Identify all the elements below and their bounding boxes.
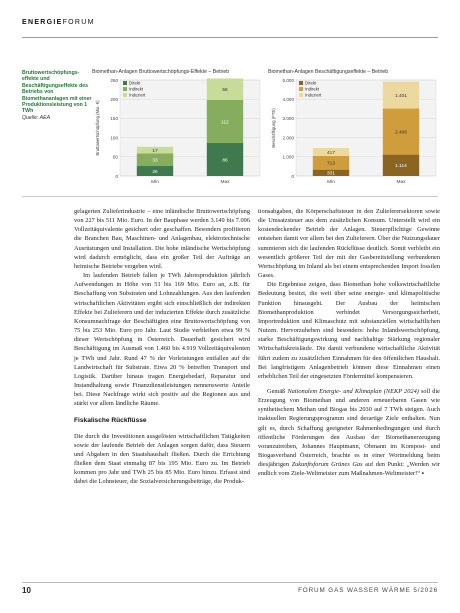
- data-label: 86: [222, 158, 228, 164]
- data-label: 331: [326, 171, 336, 177]
- footer-rule: [22, 582, 438, 583]
- caption-text: Bruttowertschöpfungs-effekte und Beschäftigungseffekte des Betriebs von Biomethananlagen mit einer Produktionsleistung von 1 TWh: [22, 70, 92, 115]
- chart-title: Biomethan-Anlagen Beschäftigungseffekte – Betrieb: [268, 69, 389, 75]
- data-label: 112: [221, 120, 229, 126]
- y-tick-label: 100: [110, 135, 118, 141]
- section-divider: [22, 196, 438, 197]
- data-label: 417: [326, 150, 336, 156]
- figure-caption: [22, 70, 92, 121]
- y-tick-label: 3.000: [282, 116, 294, 122]
- legend-label: Indirekt: [305, 86, 320, 92]
- data-label: 2.406: [394, 130, 408, 136]
- paragraph: Die Ergebnisse zeigen, dass Biomethan hohe volkswirtschaftliche Bedeutung besitzt, die weit über seine energie- und klimapolitische Funktion hinausgeht. Der Ausbau der heimischen Biomethanproduktion verbindet Versorgungssicherheit, Importreduktion und Klimaschutz mit substanziellen wirtschaftlichen Nutzen. Hervorzuheben sind besonders: hohe Inlandswertschöpfung, starke Beschäftigungswirkung und nachhaltige Stärkung regionaler Wirtschaftskreisläufe. Die damit verbundene wirtschaftliche Aktivität führt zudem zu zusätzlichen Einnahmen für den öffentlichen Haushalt. Bei langfristigem Anlagenbetrieb können diese Einnahmen einen erheblichen Teil der eingesetzten Fördermittel kompensieren.: [258, 281, 440, 380]
- legend-label: Direkt: [305, 80, 317, 86]
- x-tick-label: Max: [396, 180, 406, 185]
- legend-label: Induziert: [305, 92, 322, 98]
- data-label: 33: [152, 158, 158, 164]
- journal-name: FORUM GAS WASSER WÄRME 5/2026: [298, 587, 438, 594]
- section-name-light: FORUM: [62, 19, 95, 26]
- legend-swatch: [123, 87, 127, 91]
- y-tick-label: 0: [291, 173, 294, 179]
- paragraph: Die durch die Investitionen ausgelösten wirtschaftlichen Tätigkeiten sowie der laufende Betrieb der Anlagen sorgen dafür, dass Steuern und Abgaben in den Staatshaushalt fließen. Durch die Errichtung fließen dem Staat einmalig 87 bis 195 Mio. Euro zu. Im Betrieb kommen pro Jahr und TWh 25 bis 85 Mio. Euro hinzu. Erfasst sind dabei die Lohnsteuer, die Sozialversicherungsbeiträge, die Produk-: [74, 432, 250, 486]
- chart-employment: [268, 66, 440, 195]
- y-tick-label: 1.000: [282, 154, 294, 160]
- text-column-right: [258, 207, 440, 479]
- legend-swatch: [299, 81, 303, 85]
- y-tick-label: 4.000: [282, 97, 294, 102]
- y-axis-label: Beschäftigung (FTE): [271, 108, 276, 148]
- data-label: 56: [222, 88, 228, 94]
- text-column-left: [74, 207, 250, 487]
- chart-title: Biomethan-Anlagen Bruttowertschöpfungs-Effekte – Betrieb: [92, 69, 230, 75]
- data-label: 17: [152, 148, 158, 154]
- legend-label: Direkt: [129, 80, 141, 86]
- legend-swatch: [299, 93, 303, 97]
- x-tick-label: Min: [151, 180, 159, 185]
- data-label: 1.114: [395, 164, 407, 170]
- y-tick-label: 50: [112, 154, 118, 160]
- subheading: Fiskalische Rückflüsse: [74, 417, 147, 425]
- paragraph: Gemäß Nationalem Energie- und Klimaplan (NEKP 2024) soll die Erzeugung von Biomethan und anderen erneuerbaren Gasen wie synthetischem Methan und Biogas bis 2030 auf 7 TWh steigen. Auch inaktuellen Regierungsprogramm sind derartige Ziele enthalten. Nun gilt es, durch Schaffung geeigneter Rahmenbedingungen und durch öffentliche Förderungen den Ausbau der Biomethanerzeugung voranzutreiben, Johannes Hauptmann, Obmann im Kompost- und Biogasverband Österreich, brachte es in einer Wortmeldung beim diesjährigen Zukunftsforum Grünes Gas auf den Punkt: „Werden wir endlich vom Ziele-Weltmeister zum Maßnahmen-Weltmeister!“ ▪: [258, 387, 440, 478]
- y-tick-label: 0: [115, 173, 118, 179]
- y-tick-label: 150: [110, 116, 118, 122]
- legend-swatch: [123, 81, 127, 85]
- paragraph: tionsabgaben, die Körperschaftsteuer in den Zulieferersektoren sowie die Umsatzsteuer aus dem zusätzlichen Konsum. Unterstellt wird ein kostendeckender Betrieb der Anlagen. Steuerpflichtige Gewinne entstehen damit vor allem bei den Zulieferern. Über die Nutzungsdauer summieren sich die laufenden Rückflüsse deutlich. Somit verbleibt ein wesentlich größerer Teil der mit der Gasbereitstellung verbundenen Wertschöpfung im Inland als bei einem entsprechenden Import fossilen Gases.: [258, 208, 440, 280]
- page-number: 10: [22, 586, 31, 595]
- x-tick-label: Max: [220, 180, 230, 185]
- data-label: 1.401: [394, 93, 408, 99]
- data-label: 26: [152, 169, 158, 175]
- legend-swatch: [299, 87, 303, 91]
- section-name-bold: ENERGIE: [22, 19, 63, 26]
- chart-value-added: [92, 66, 264, 195]
- legend-label: Induziert: [129, 92, 146, 98]
- caption-source: Quelle: AEA: [22, 114, 51, 121]
- data-label: 713: [326, 161, 336, 167]
- y-tick-label: 2.000: [282, 135, 294, 141]
- legend-swatch: [123, 93, 127, 97]
- y-tick-label: 250: [110, 77, 118, 83]
- legend-label: Indirekt: [129, 86, 144, 92]
- section-header: [22, 19, 95, 26]
- x-tick-label: Min: [327, 180, 335, 185]
- y-tick-label: 5.000: [282, 77, 294, 83]
- header-rule: [22, 37, 438, 38]
- paragraph: gelagerten Zulieferindustrie – eine inländische Bruttowertschöpfung von 227 bis 511 Mio. Euro. In der Bauphase werden 3.149 bis 7.096 Vollzeitäquivalente gesichert oder geschaffen. Besonders profitieren die Branchen Bau, Maschinen- und Anlagenbau, elektrotechnische Ausrüstungen und Installation. Die hohe inländische Wertschöpfung wird dadurch ermöglicht, dass ein großer Teil der Aufträge an heimische Betriebe vergeben wird.: [74, 208, 250, 270]
- paragraph: Im laufenden Betrieb fallen je TWh Jahresproduktion jährlich Aufwendungen in Höhe von 51 bis 169 Mio. Euro an, z.B. für Beschaffung von Substraten und Lohnzahlungen. Aus den laufenden wirtschaftlichen Aktivitäten ergibt sich einschließlich der indirekten Effekte bei Zulieferern und der induzierten Effekte durch zusätzliche Konsumnachfrage der Beschäftigten eine Bruttowertschöpfung von 75 bis 253 Mio. Euro pro Jahr. Laut Studie verbleiben etwa 99 % dieser Wertschöpfung in Österreich. Dauerhaft gesichert wird Beschäftigung im Ausmaß von 1.460 bis 4.919 Vollzeitäquivalenten je TWh und Jahr. Rund 47 % der Vorleistungen entfallen auf die Landwirtschaft für Substrate. Etwa 20 % betreffen Transport und Logistik. Darüber hinaus tragen Energiebedarf, Reparatur und Instandhaltung sowie Finanzdienstleistungen nennenswerte Anteile bei. Diese Nachfrage wirkt sich positiv auf die Regionen aus und stärkt vor allem ländliche Räume.: [74, 272, 250, 408]
- y-axis-label: Bruttowertschöpfung (Mio. €): [95, 100, 100, 156]
- y-tick-label: 200: [110, 97, 118, 102]
